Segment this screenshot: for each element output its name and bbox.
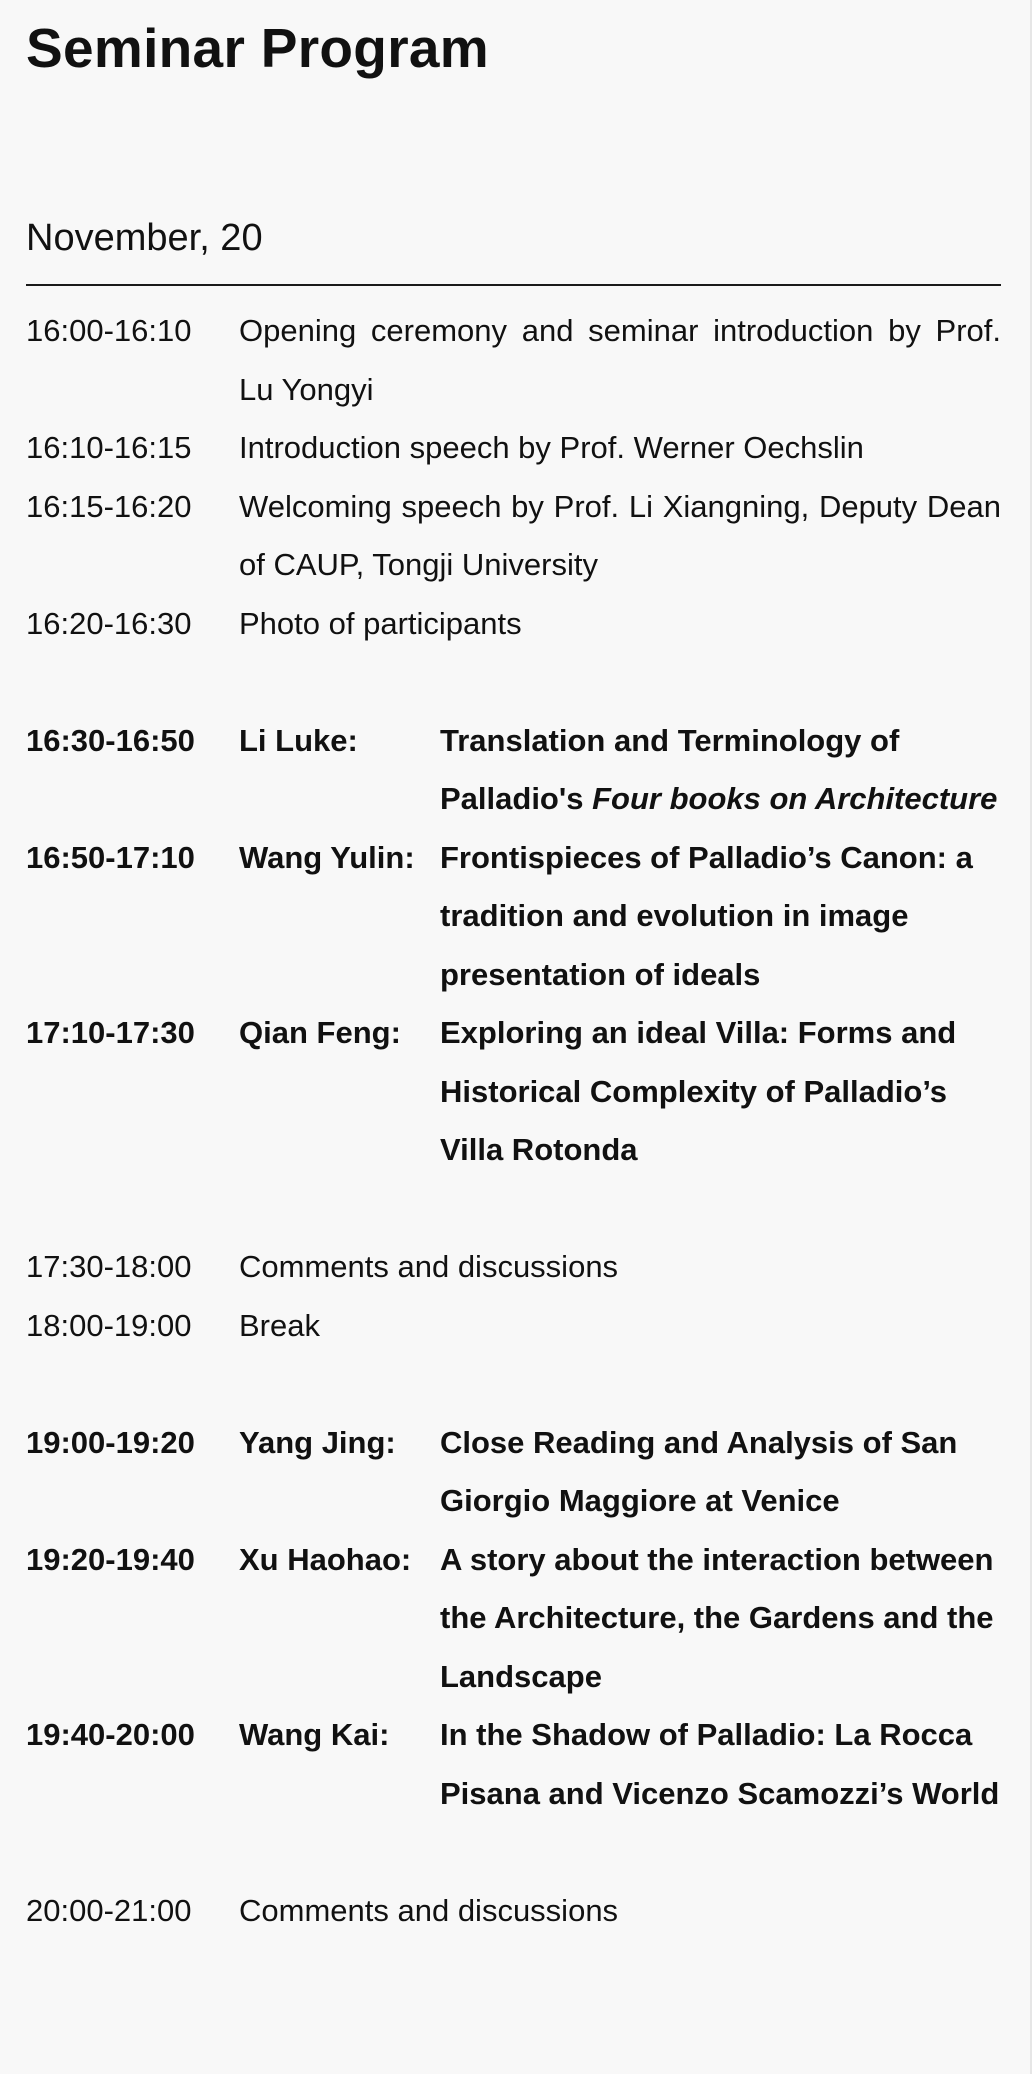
talk-title	[440, 712, 1001, 829]
schedule-row	[26, 478, 1001, 595]
schedule-row	[26, 595, 1001, 654]
talk-title-text: Translation and Terminology of Palladio's	[440, 722, 900, 816]
talk-speaker: Qian Feng:	[239, 1015, 401, 1050]
section-spacer	[26, 1180, 1001, 1239]
talk-row	[26, 1531, 1001, 1707]
schedule-time: 18:00-19:00	[26, 1307, 192, 1343]
talk-time: 19:20-19:40	[26, 1541, 195, 1577]
section-spacer	[26, 653, 1001, 712]
schedule-row	[26, 1882, 1001, 1941]
schedule-time: 17:30-18:00	[26, 1249, 192, 1284]
schedule-row	[26, 419, 1001, 478]
talk-speaker: Wang Kai:	[239, 1717, 390, 1752]
schedule-description: Introduction speech by Prof. Werner Oechslin	[239, 430, 864, 465]
talk-title-book: Four books on Architecture	[592, 781, 998, 816]
date-divider	[26, 284, 1001, 286]
talk-row	[26, 712, 1001, 829]
talk-speaker: Xu Haohao:	[239, 1541, 412, 1577]
schedule-time: 16:10-16:15	[26, 430, 192, 465]
talk-row	[26, 1004, 1001, 1180]
schedule-time: 20:00-21:00	[26, 1892, 192, 1928]
talk-time: 16:50-17:10	[26, 839, 195, 875]
talk-speaker: Li Luke:	[239, 722, 358, 758]
talk-title: Exploring an ideal Villa: Forms and Historical Complexity of Palladio’s Villa Rotonda	[440, 1015, 957, 1167]
schedule-row	[26, 1238, 1001, 1297]
program-schedule	[26, 302, 1001, 1940]
section-spacer	[26, 1823, 1001, 1882]
schedule-description: Opening ceremony and seminar introduction by Prof. Lu Yongyi	[239, 313, 1001, 407]
talk-time: 19:40-20:00	[26, 1717, 195, 1752]
schedule-time: 16:15-16:20	[26, 488, 192, 524]
page-title: Seminar Program	[26, 17, 490, 79]
talk-time: 17:10-17:30	[26, 1015, 195, 1050]
talk-row	[26, 1414, 1001, 1531]
talk-speaker: Yang Jing:	[239, 1424, 396, 1460]
talk-title: Close Reading and Analysis of San Giorgio Maggiore at Venice	[440, 1424, 958, 1518]
talk-title: Frontispieces of Palladio’s Canon: a tradition and evolution in image presentation of ideals	[440, 839, 973, 992]
schedule-description: Welcoming speech by Prof. Li Xiangning, Deputy Dean of CAUP, Tongji University	[239, 488, 1001, 582]
schedule-description: Comments and discussions	[239, 1249, 619, 1284]
schedule-time: 16:20-16:30	[26, 605, 192, 641]
date-heading: November, 20	[26, 217, 263, 259]
schedule-description: Break	[239, 1307, 320, 1343]
schedule-row	[26, 302, 1001, 419]
section-spacer	[26, 1355, 1001, 1414]
schedule-description: Comments and discussions	[239, 1892, 619, 1928]
talk-time: 19:00-19:20	[26, 1424, 195, 1460]
schedule-description: Photo of participants	[239, 605, 522, 641]
talk-title: A story about the interaction between the Architecture, the Gardens and the Landscape	[440, 1541, 994, 1694]
talk-row	[26, 829, 1001, 1005]
talk-row	[26, 1706, 1001, 1823]
talk-time: 16:30-16:50	[26, 722, 195, 758]
talk-title: In the Shadow of Palladio: La Rocca Pisana and Vicenzo Scamozzi’s World	[440, 1717, 1000, 1811]
talk-speaker: Wang Yulin:	[239, 839, 415, 875]
schedule-time: 16:00-16:10	[26, 313, 192, 348]
schedule-row	[26, 1297, 1001, 1356]
